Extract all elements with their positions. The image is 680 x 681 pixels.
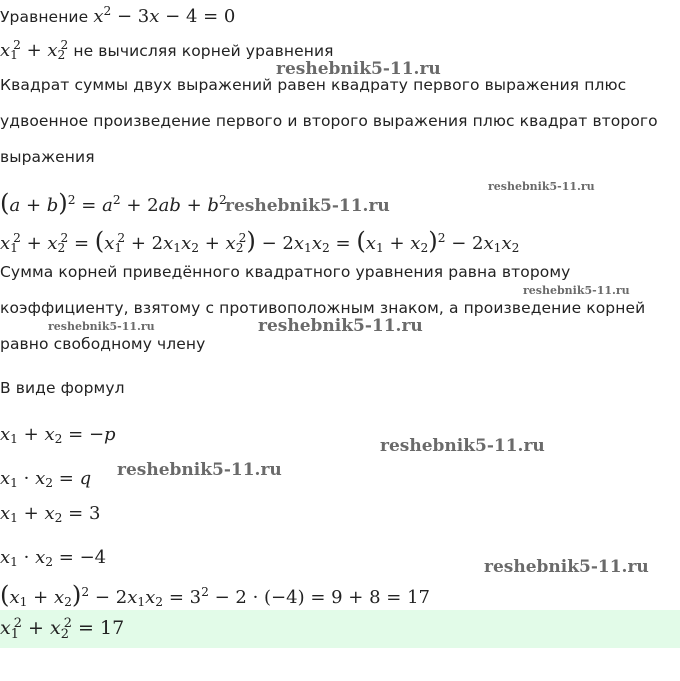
watermark: reshebnik5-11.ru: [488, 180, 595, 193]
vieta-text-line-3: равно свободному члену: [0, 335, 206, 353]
answer-formula: $x_1^2 + x_2^2 = 17$: [0, 615, 125, 642]
transform-formula: $x_1^2 + x_2^2 = (x_1^2 + 2x_1x_2 + x_2^2) - 2x_1x_2 = (x_1 + x_2)^2 - 2x_1x_2$: [0, 226, 520, 256]
watermark: reshebnik5-11.ru: [117, 460, 282, 480]
product-value-formula: $x_1 \cdot x_2 = -4$: [0, 547, 107, 570]
task-expression: $x_1^2 + x_2^2$: [0, 38, 69, 63]
title-line: [0, 6, 235, 27]
watermark: reshebnik5-11.ru: [276, 59, 441, 79]
watermark: reshebnik5-11.ru: [225, 196, 390, 216]
watermark: reshebnik5-11.ru: [484, 557, 649, 577]
vieta-product-formula: $x_1 \cdot x_2 = q$: [0, 468, 92, 491]
sum-square-rule-line-1: Квадрат суммы двух выражений равен квадрату первого выражения плюс: [0, 76, 627, 94]
vieta-sum-formula: $x_1 + x_2 = -p$: [0, 424, 116, 447]
title-label: Уравнение: [0, 8, 89, 26]
watermark: reshebnik5-11.ru: [380, 436, 545, 456]
vieta-text-line-1: Сумма корней приведённого квадратного уравнения равна второму: [0, 263, 571, 281]
formulas-heading: В виде формул: [0, 379, 125, 397]
sum-square-rule-line-3: выражения: [0, 148, 95, 166]
task-text: не вычисляя корней уравнения: [73, 42, 334, 60]
vieta-text-line-2: коэффициенту, взятому с противоположным знаком, а произведение корней: [0, 299, 646, 317]
square-formula: $(a + b)^2 = a^2 + 2ab + b^2$: [0, 188, 227, 217]
computation-formula: $(x_1 + x_2)^2 - 2x_1x_2 = 3^2 - 2 \cdot (-4) = 9 + 8 = 17$: [0, 580, 430, 610]
watermark: reshebnik5-11.ru: [523, 284, 630, 297]
sum-square-rule-line-2: удвоенное произведение первого и второго выражения плюс квадрат второго: [0, 112, 658, 130]
sum-value-formula: $x_1 + x_2 = 3$: [0, 503, 101, 526]
title-equation: $x^2 - 3x - 4 = 0$: [93, 4, 236, 27]
watermark: reshebnik5-11.ru: [258, 316, 423, 336]
watermark: reshebnik5-11.ru: [48, 320, 155, 333]
task-line: [0, 40, 334, 61]
